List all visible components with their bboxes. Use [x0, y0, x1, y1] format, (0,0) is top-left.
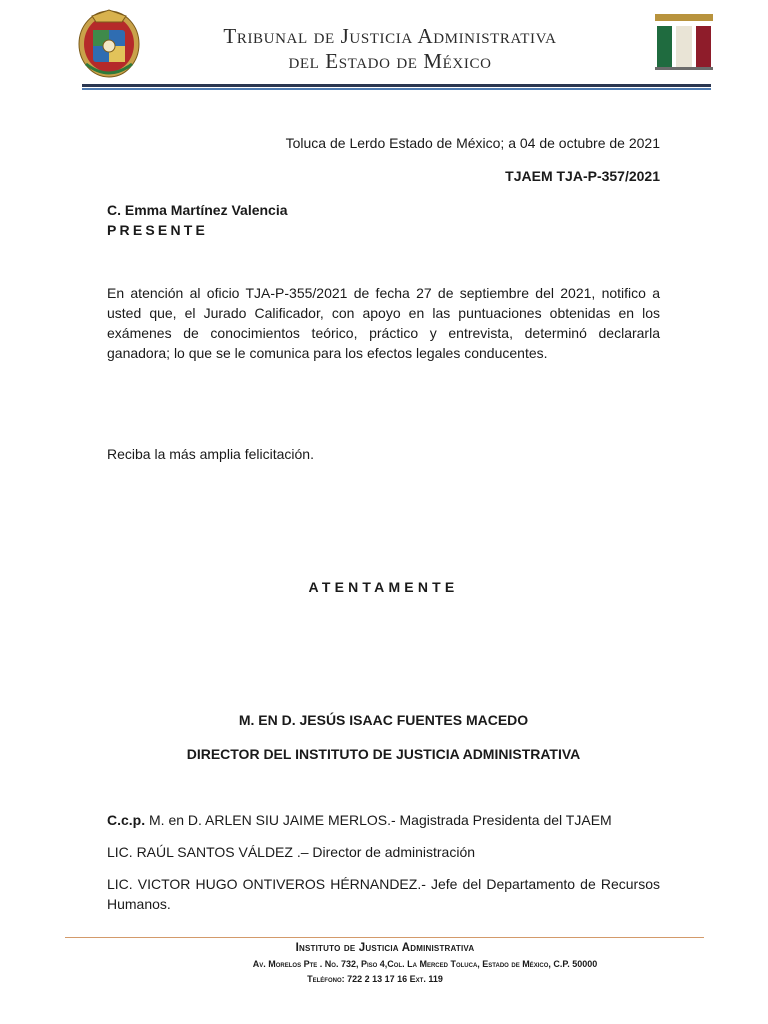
body-paragraph: En atención al oficio TJA-P-355/2021 de fecha 27 de septiembre del 2021, notifico a usted que, el Jurado Calificador, con apoyo en las puntuaciones obtenidas en los exámenes de conocimientos teórico, práctico y entrevista, determinó declararla ganadora; lo que se le comunica para los efectos legales conducentes.	[107, 285, 660, 361]
place-date: Toluca de Lerdo Estado de México; a 04 de octubre de 2021	[285, 135, 660, 151]
closing: ATENTAMENTE	[308, 579, 459, 595]
footer-address: Av. Morelos Pte . No. 732, Piso 4,Col. La Merced Toluca, Estado de México, C.P. 50000	[252, 959, 598, 969]
footer-institute: Instituto de Justicia Administrativa	[295, 942, 475, 954]
signer-role: DIRECTOR DEL INSTITUTO DE JUSTICIA ADMINISTRATIVA	[186, 746, 581, 762]
ccp-recipient-1: M. en D. ARLEN SIU JAIME MERLOS.- Magistrada Presidenta del TJAEM	[145, 812, 612, 828]
header-rule-accent	[82, 88, 711, 90]
footer-phone: Teléfono: 722 2 13 17 16 Ext. 119	[307, 974, 443, 984]
presente-heading: PRESENTE	[107, 222, 209, 238]
tribunal-logo-icon	[655, 14, 713, 70]
ccp-line-3: LIC. VICTOR HUGO ONTIVEROS HÉRNANDEZ.- Jefe del Departamento de Recursos Humanos.	[107, 876, 660, 912]
state-coat-of-arms-icon	[78, 8, 140, 78]
ccp-line-1	[107, 810, 612, 830]
ccp-label: C.c.p.	[107, 812, 146, 828]
footer-rule	[65, 937, 704, 938]
header-title-line1: Tribunal de Justicia Administrativa	[223, 24, 557, 48]
greeting: Reciba la más amplia felicitación.	[107, 446, 314, 462]
header-rule	[82, 84, 711, 87]
signer-name: M. EN D. JESÚS ISAAC FUENTES MACEDO	[238, 712, 529, 728]
file-number: TJAEM TJA-P-357/2021	[505, 168, 660, 184]
ccp-line-2: LIC. RAÚL SANTOS VÁLDEZ .– Director de administración	[107, 844, 476, 860]
recipient-name: C. Emma Martínez Valencia	[107, 202, 288, 218]
header-title-line2: del Estado de México	[288, 49, 492, 73]
